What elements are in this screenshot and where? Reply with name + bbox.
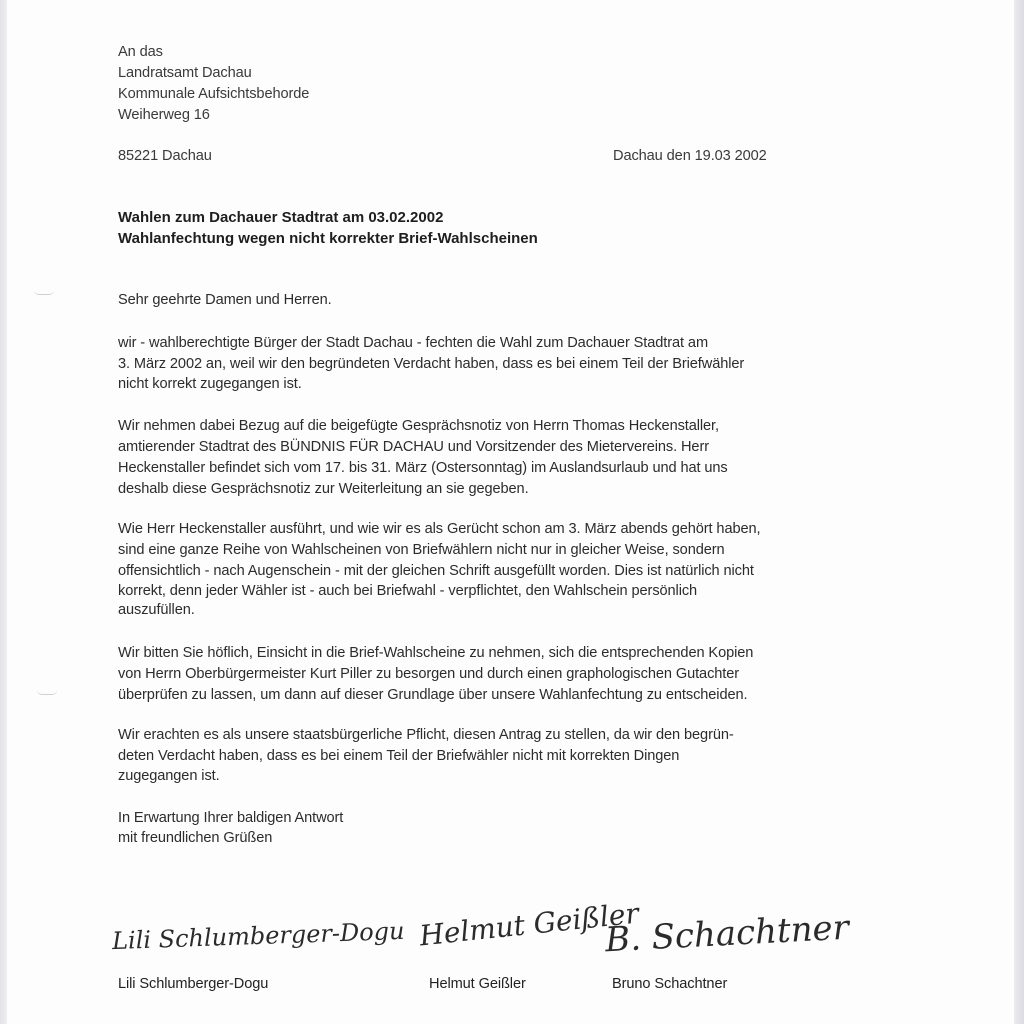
paragraph-line: überprüfen zu lassen, um dann auf dieser Grundlage über unsere Wahlanfechtung zu entscheiden. xyxy=(118,687,748,703)
paragraph-line: Wir erachten es als unsere staatsbürgerliche Pflicht, diesen Antrag zu stellen, da wir den begrün- xyxy=(118,727,734,743)
date-line: Dachau den 19.03 2002 xyxy=(613,148,767,164)
punch-hole-mark xyxy=(34,290,54,295)
recipient-line: Landratsamt Dachau xyxy=(118,65,252,81)
subject-line: Wahlen zum Dachauer Stadtrat am 03.02.2002 xyxy=(118,209,444,226)
signatory-name: Helmut Geißler xyxy=(429,976,526,992)
salutation: Sehr geehrte Damen und Herren. xyxy=(118,292,332,308)
subject-line: Wahlanfechtung wegen nicht korrekter Brief-Wahlscheinen xyxy=(118,230,538,247)
paragraph-line: sind eine ganze Reihe von Wahlscheinen von Briefwählern nicht nur in gleicher Weise, sondern xyxy=(118,542,725,558)
paragraph-line: Wir bitten Sie höflich, Einsicht in die Brief-Wahlscheine zu nehmen, sich die entsprechenden Kopien xyxy=(118,645,754,661)
paragraph-line: deshalb diese Gesprächsnotiz zur Weiterleitung an sie gegeben. xyxy=(118,481,529,497)
paragraph-line: Wie Herr Heckenstaller ausführt, und wie wir es als Gerücht schon am 3. März abends gehört haben, xyxy=(118,521,761,537)
signatory-name: Lili Schlumberger-Dogu xyxy=(118,976,269,992)
paragraph-line: offensichtlich - nach Augenschein - mit der gleichen Schrift ausgefüllt worden. Dies ist natürlich nicht xyxy=(118,563,754,579)
handwritten-signature: B. Schachtner xyxy=(604,907,850,961)
paragraph-line: 3. März 2002 an, weil wir den begründeten Verdacht haben, dass es bei einem Teil der Briefwähler xyxy=(118,356,745,372)
paragraph-line: von Herrn Oberbürgermeister Kurt Piller zu besorgen und durch einen graphologischen Gutachter xyxy=(118,666,740,682)
handwritten-signature: Lili Schlumberger-Dogu xyxy=(111,916,405,956)
paragraph-line: auszufüllen. xyxy=(118,602,195,618)
recipient-line: An das xyxy=(118,44,163,60)
paragraph-line: nicht korrekt zugegangen ist. xyxy=(118,376,302,392)
closing-line: mit freundlichen Grüßen xyxy=(118,830,273,846)
recipient-city: 85221 Dachau xyxy=(118,148,212,164)
scan-edge-right xyxy=(1014,0,1024,1024)
closing-line: In Erwartung Ihrer baldigen Antwort xyxy=(118,810,344,826)
paragraph-line: korrekt, denn jeder Wähler ist - auch bei Briefwahl - verpflichtet, den Wahlschein persönlich xyxy=(118,583,698,599)
handwritten-signature: Helmut Geißler xyxy=(417,896,641,953)
recipient-line: Weiherweg 16 xyxy=(118,107,210,123)
punch-hole-mark xyxy=(37,690,57,695)
paragraph-line: Wir nehmen dabei Bezug auf die beigefügte Gesprächsnotiz von Herrn Thomas Heckenstaller, xyxy=(118,418,719,434)
recipient-line: Kommunale Aufsichtsbehorde xyxy=(118,86,310,102)
letter-page xyxy=(7,0,1014,1024)
paragraph-line: amtierender Stadtrat des BÜNDNIS FÜR DACHAU und Vorsitzender des Mietervereins. Herr xyxy=(118,439,709,455)
signatory-name: Bruno Schachtner xyxy=(612,976,728,992)
paragraph-line: zugegangen ist. xyxy=(118,768,220,784)
paragraph-line: deten Verdacht haben, dass es bei einem Teil der Briefwähler nicht mit korrekten Dingen xyxy=(118,748,680,764)
paragraph-line: Heckenstaller befindet sich vom 17. bis 31. März (Ostersonntag) im Auslandsurlaub und hat uns xyxy=(118,460,728,476)
scan-edge-left xyxy=(0,0,7,1024)
paragraph-line: wir - wahlberechtigte Bürger der Stadt Dachau - fechten die Wahl zum Dachauer Stadtrat am xyxy=(118,335,709,351)
